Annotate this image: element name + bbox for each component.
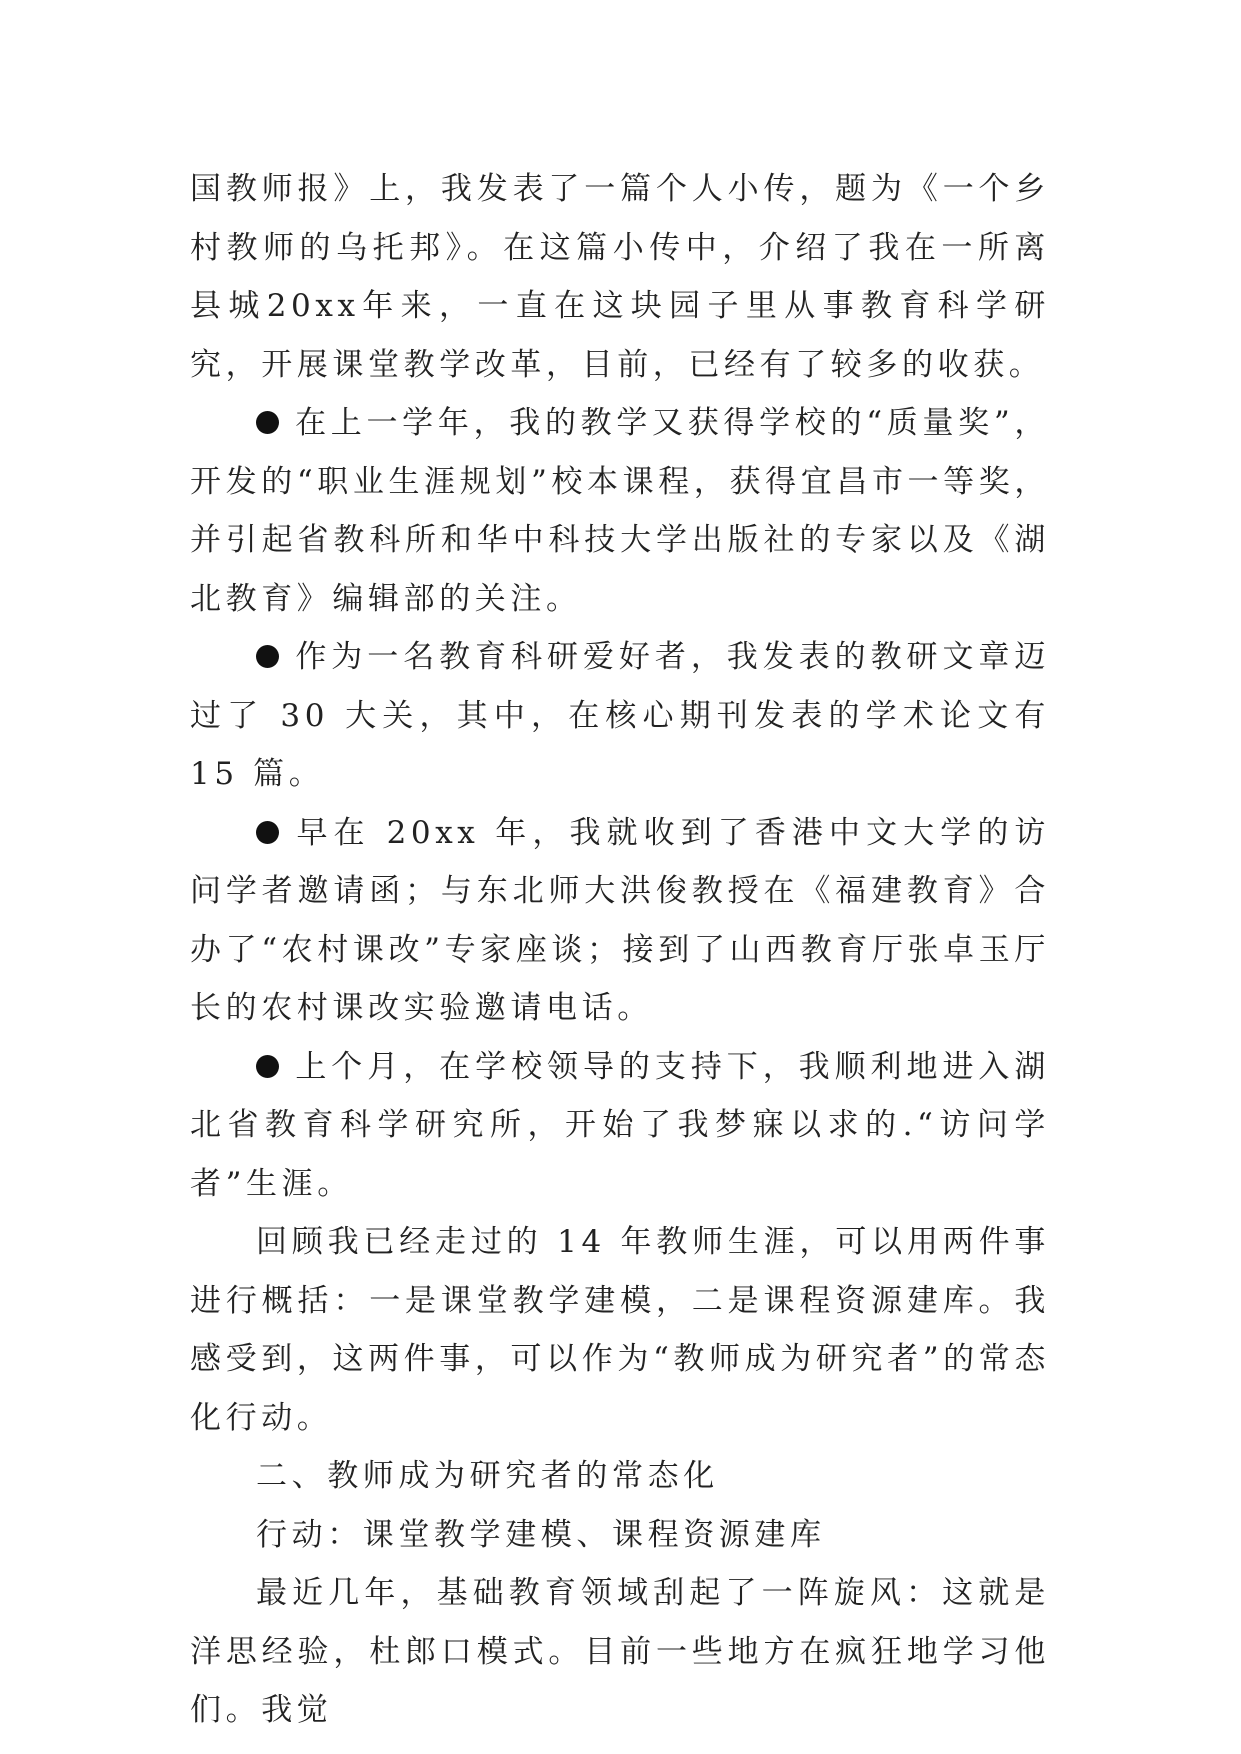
- document-body: [190, 160, 1050, 1740]
- bullet-item-quality-award: [190, 394, 1050, 628]
- bullet-dot-icon: [256, 645, 279, 668]
- bullet-item-publications: [190, 628, 1050, 804]
- paragraph-review: 回顾我已经走过的 14 年教师生涯，可以用两件事进行概括：一是课堂教学建模，二是课程资源建库。我感受到，这两件事，可以作为“教师成为研究者”的常态化行动。: [190, 1224, 1050, 1436]
- bullet-text: 在上一学年，我的教学又获得学校的“质量奖”，开发的“职业生涯规划”校本课程，获得宜昌市一等奖，并引起省教科所和华中科技大学出版社的专家以及《湖北教育》编辑部的关注。: [190, 405, 1050, 617]
- section-subheading: 行动：课堂教学建模、课程资源建库: [256, 1516, 826, 1553]
- bullet-dot-icon: [256, 821, 279, 844]
- section-heading: 二、教师成为研究者的常态化: [256, 1458, 719, 1494]
- bullet-item-invitations: [190, 804, 1050, 1038]
- bullet-text: 早在 20xx 年，我就收到了香港中文大学的访问学者邀请函；与东北师大洪俊教授在《福建教育》合办了“农村课改”专家座谈；接到了山西教育厅张卓玉厅长的农村课改实验邀请电话。: [190, 814, 1050, 1026]
- bullet-dot-icon: [256, 1055, 279, 1078]
- bullet-text: 作为一名教育科研爱好者，我发表的教研文章迈过了 30 大关，其中，在核心期刊发表的学术论文有 15 篇。: [190, 639, 1050, 792]
- bullet-text: 上个月，在学校领导的支持下，我顺利地进入湖北省教育科学研究所，开始了我梦寐以求的.“访问学者”生涯。: [190, 1048, 1050, 1202]
- bullet-item-visiting-scholar: [190, 1038, 1050, 1214]
- paragraph-recent-years: 最近几年，基础教育领域刮起了一阵旋风：这就是洋思经验，杜郎口模式。目前一些地方在疯狂地学习他们。我觉: [190, 1575, 1050, 1728]
- paragraph-intro: 国教师报》上，我发表了一篇个人小传，题为《一个乡村教师的乌托邦》。在这篇小传中，介绍了我在一所离县城20xx年来，一直在这块园子里从事教育科学研究，开展课堂教学改革，目前，已经有了较多的收获。: [190, 171, 1050, 383]
- bullet-dot-icon: [256, 411, 279, 434]
